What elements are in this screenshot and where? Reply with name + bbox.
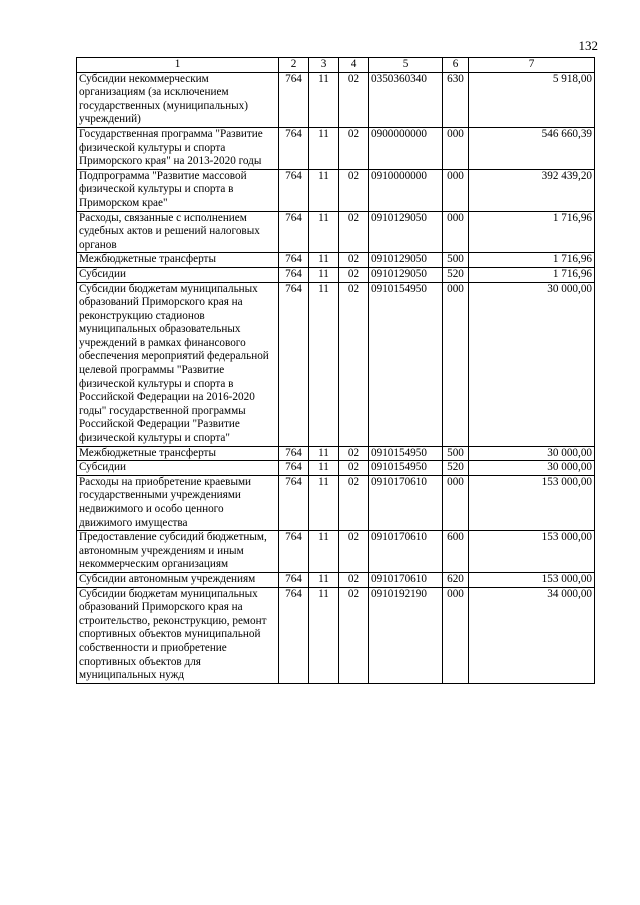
row-amount: 34 000,00 — [469, 587, 595, 683]
row-subsection-code: 02 — [339, 211, 369, 253]
row-section-code: 11 — [309, 446, 339, 461]
header-col-7: 7 — [469, 58, 595, 73]
row-name: Межбюджетные трансферты — [77, 253, 279, 268]
header-row — [77, 58, 595, 73]
row-amount: 30 000,00 — [469, 461, 595, 476]
row-section-code: 11 — [309, 572, 339, 587]
row-subsection-code: 02 — [339, 531, 369, 573]
row-expense-type-code: 520 — [443, 461, 469, 476]
row-target-code: 0350360340 — [369, 72, 443, 127]
row-target-code: 0910170610 — [369, 475, 443, 530]
row-subsection-code: 02 — [339, 587, 369, 683]
row-amount: 392 439,20 — [469, 169, 595, 211]
row-name: Государственная программа "Развитие физической культуры и спорта Приморского края" на 2013-2020 годы — [77, 127, 279, 169]
row-expense-type-code: 500 — [443, 446, 469, 461]
row-name: Субсидии бюджетам муниципальных образований Приморского края на строительство, реконструкцию, ремонт спортивных объектов муниципальной собственности и приобретение спортивных объектов для муниципальных нужд — [77, 587, 279, 683]
row-section-code: 11 — [309, 211, 339, 253]
row-ministry-code: 764 — [279, 72, 309, 127]
header-col-1: 1 — [77, 58, 279, 73]
row-subsection-code: 02 — [339, 72, 369, 127]
row-ministry-code: 764 — [279, 253, 309, 268]
row-ministry-code: 764 — [279, 475, 309, 530]
row-target-code: 0910154950 — [369, 282, 443, 446]
row-name: Субсидии автономным учреждениям — [77, 572, 279, 587]
row-amount: 153 000,00 — [469, 475, 595, 530]
row-ministry-code: 764 — [279, 446, 309, 461]
row-ministry-code: 764 — [279, 127, 309, 169]
row-name: Расходы на приобретение краевыми государственными учреждениями недвижимого и особо ценного движимого имущества — [77, 475, 279, 530]
row-ministry-code: 764 — [279, 169, 309, 211]
row-target-code: 0910129050 — [369, 211, 443, 253]
row-ministry-code: 764 — [279, 211, 309, 253]
table-row — [77, 461, 595, 476]
row-expense-type-code: 000 — [443, 127, 469, 169]
table-row — [77, 475, 595, 530]
row-ministry-code: 764 — [279, 587, 309, 683]
row-subsection-code: 02 — [339, 475, 369, 530]
row-amount: 546 660,39 — [469, 127, 595, 169]
header-col-3: 3 — [309, 58, 339, 73]
row-section-code: 11 — [309, 127, 339, 169]
page-number: 132 — [578, 38, 598, 53]
table-row — [77, 72, 595, 127]
row-target-code: 0910154950 — [369, 446, 443, 461]
row-amount: 1 716,96 — [469, 253, 595, 268]
row-amount: 5 918,00 — [469, 72, 595, 127]
table-row — [77, 169, 595, 211]
row-subsection-code: 02 — [339, 253, 369, 268]
row-target-code: 0910129050 — [369, 253, 443, 268]
row-section-code: 11 — [309, 461, 339, 476]
row-amount: 1 716,96 — [469, 267, 595, 282]
row-subsection-code: 02 — [339, 169, 369, 211]
row-ministry-code: 764 — [279, 267, 309, 282]
row-expense-type-code: 620 — [443, 572, 469, 587]
table-row — [77, 282, 595, 446]
row-expense-type-code: 000 — [443, 475, 469, 530]
table-row — [77, 127, 595, 169]
row-target-code: 0910129050 — [369, 267, 443, 282]
row-name: Субсидии некоммерческим организациям (за исключением государственных (муниципальных) учреждений) — [77, 72, 279, 127]
row-amount: 30 000,00 — [469, 282, 595, 446]
row-name: Субсидии — [77, 461, 279, 476]
row-amount: 153 000,00 — [469, 531, 595, 573]
row-target-code: 0900000000 — [369, 127, 443, 169]
budget-table — [76, 57, 595, 684]
row-section-code: 11 — [309, 587, 339, 683]
row-section-code: 11 — [309, 253, 339, 268]
row-target-code: 0910170610 — [369, 531, 443, 573]
row-ministry-code: 764 — [279, 461, 309, 476]
table-row — [77, 572, 595, 587]
row-subsection-code: 02 — [339, 127, 369, 169]
row-target-code: 0910192190 — [369, 587, 443, 683]
row-target-code: 0910000000 — [369, 169, 443, 211]
row-subsection-code: 02 — [339, 446, 369, 461]
row-expense-type-code: 520 — [443, 267, 469, 282]
table-row — [77, 267, 595, 282]
table-row — [77, 531, 595, 573]
row-section-code: 11 — [309, 72, 339, 127]
header-col-6: 6 — [443, 58, 469, 73]
table-row — [77, 253, 595, 268]
row-section-code: 11 — [309, 475, 339, 530]
row-amount: 30 000,00 — [469, 446, 595, 461]
header-col-5: 5 — [369, 58, 443, 73]
row-ministry-code: 764 — [279, 282, 309, 446]
row-amount: 153 000,00 — [469, 572, 595, 587]
row-ministry-code: 764 — [279, 531, 309, 573]
row-name: Межбюджетные трансферты — [77, 446, 279, 461]
row-subsection-code: 02 — [339, 267, 369, 282]
row-subsection-code: 02 — [339, 461, 369, 476]
row-target-code: 0910170610 — [369, 572, 443, 587]
row-amount: 1 716,96 — [469, 211, 595, 253]
row-name: Расходы, связанные с исполнением судебных актов и решений налоговых органов — [77, 211, 279, 253]
row-expense-type-code: 000 — [443, 587, 469, 683]
row-section-code: 11 — [309, 169, 339, 211]
row-section-code: 11 — [309, 267, 339, 282]
row-expense-type-code: 630 — [443, 72, 469, 127]
row-target-code: 0910154950 — [369, 461, 443, 476]
row-section-code: 11 — [309, 531, 339, 573]
row-name: Субсидии — [77, 267, 279, 282]
row-name: Подпрограмма "Развитие массовой физической культуры и спорта в Приморском крае" — [77, 169, 279, 211]
row-subsection-code: 02 — [339, 572, 369, 587]
table-row — [77, 587, 595, 683]
header-col-2: 2 — [279, 58, 309, 73]
row-expense-type-code: 000 — [443, 211, 469, 253]
table-row — [77, 446, 595, 461]
row-section-code: 11 — [309, 282, 339, 446]
header-col-4: 4 — [339, 58, 369, 73]
row-subsection-code: 02 — [339, 282, 369, 446]
row-name: Субсидии бюджетам муниципальных образований Приморского края на реконструкцию стадионов муниципальных образовательных учреждений в рамках финансового обеспечения мероприятий федеральной целевой программы "Развитие физической культуры и спорта в Российской Федерации на 2016-2020 годы" государственной программы Российской Федерации "Развитие физической культуры и спорта" — [77, 282, 279, 446]
row-name: Предоставление субсидий бюджетным, автономным учреждениям и иным некоммерческим организациям — [77, 531, 279, 573]
row-expense-type-code: 000 — [443, 169, 469, 211]
row-ministry-code: 764 — [279, 572, 309, 587]
row-expense-type-code: 500 — [443, 253, 469, 268]
table-row — [77, 211, 595, 253]
row-expense-type-code: 000 — [443, 282, 469, 446]
row-expense-type-code: 600 — [443, 531, 469, 573]
